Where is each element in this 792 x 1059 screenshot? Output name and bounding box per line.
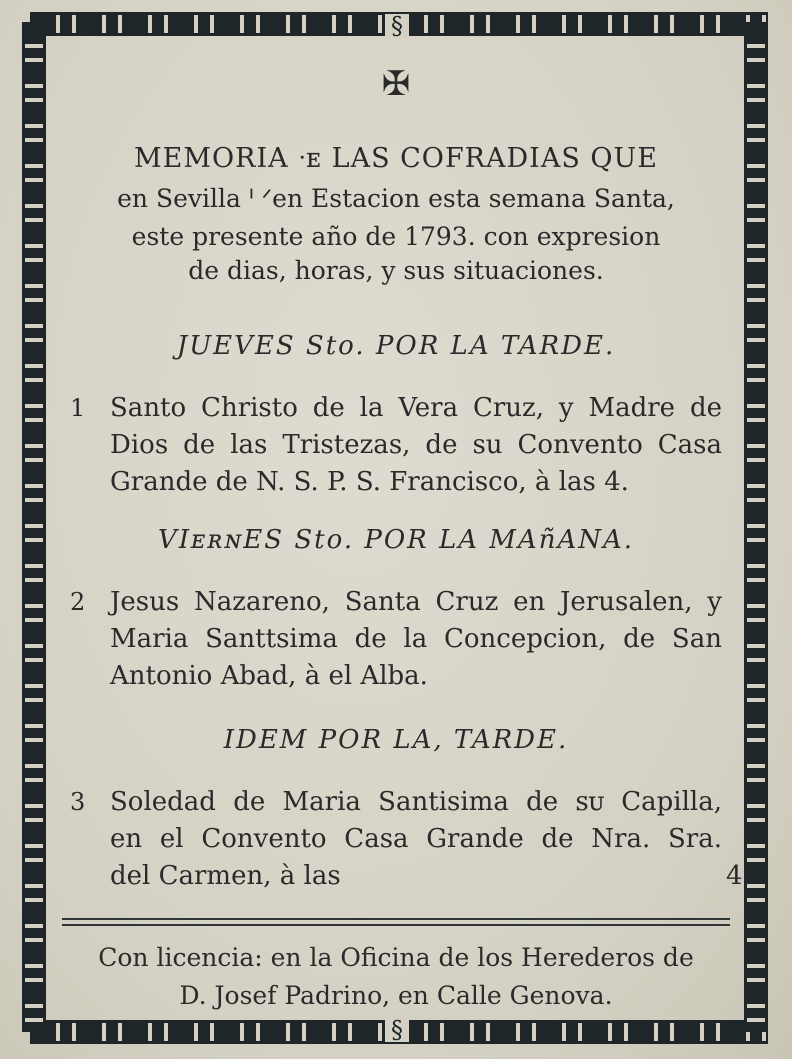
day-heading-thursday: JUEVES Sto. POR LA TARDE. xyxy=(176,331,616,361)
title-line-4: de dias, horas, y sus situaciones. xyxy=(188,256,604,285)
section-mark-icon-top: § xyxy=(385,14,409,38)
entry-line: en el Convento Casa Grande de Nra. Sra. xyxy=(110,824,722,854)
entry-number: 1 xyxy=(70,394,86,422)
entry-line: Jesus Nazareno, Santa Cruz en Jerusalen, y xyxy=(110,587,722,617)
divider-rule xyxy=(62,924,730,926)
entry-line: Santo Christo de la Vera Cruz, y Madre de xyxy=(110,393,722,423)
cross-icon: ✠ xyxy=(381,64,411,104)
entry-line: Dios de las Tristezas, de su Convento Casa xyxy=(110,430,722,460)
title-line-3: este presente año de 1793. con expresion xyxy=(131,222,661,251)
license-line-1: Con licencia: en la Oficina de los Herederos de xyxy=(98,943,694,972)
day-heading-friday: VIᴇʀɴES Sto. POR LA MAñANA. xyxy=(157,525,635,555)
entry-line: Maria Santtsima de la Concepcion, de San xyxy=(110,624,722,654)
entry-line: Antonio Abad, à el Alba. xyxy=(110,661,428,691)
document-title: MEMORIA ᐧᴇ LAS COFRADIAS QUE xyxy=(134,143,658,174)
section-mark-icon-bottom: § xyxy=(385,1018,409,1042)
ornamental-border-left xyxy=(22,22,46,1032)
title-line-2: en Sevilla ᑊ ᐟen Estacion esta semana Santa, xyxy=(117,184,675,213)
license-line-2: D. Josef Padrino, en Calle Genova. xyxy=(179,981,613,1010)
entry-time: 4. xyxy=(726,861,751,891)
divider-rule xyxy=(62,918,730,920)
entry-number: 2 xyxy=(70,588,86,616)
entry-line: Grande de N. S. P. S. Francisco, à las 4. xyxy=(110,467,629,497)
day-heading-idem: IDEM POR LA, TARDE. xyxy=(223,725,569,755)
entry-line: Soledad de Maria Santisima de ꜱᴜ Capilla, xyxy=(110,787,722,817)
entry-line: del Carmen, à las xyxy=(110,861,341,891)
entry-number: 3 xyxy=(70,788,86,816)
